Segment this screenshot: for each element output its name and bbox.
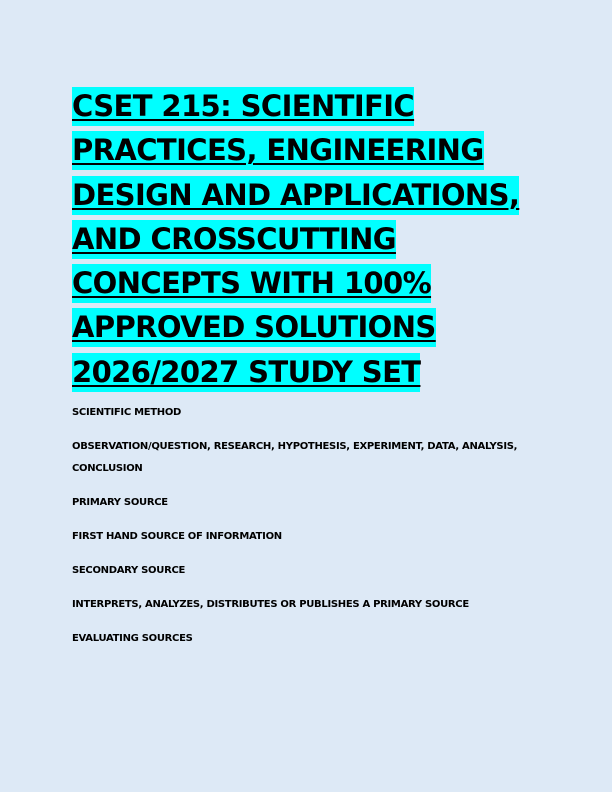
entry-term: SCIENTIFIC METHOD	[72, 407, 182, 419]
entry-term: EVALUATING SOURCES	[72, 633, 193, 645]
entry-term: PRIMARY SOURCE	[72, 497, 168, 509]
entry-definition: OBSERVATION/QUESTION, RESEARCH, HYPOTHESIS, EXPERIMENT, DATA, ANALYSIS, CONCLUSION	[72, 441, 518, 475]
document-page	[72, 84, 552, 650]
entry-term: SECONDARY SOURCE	[72, 565, 186, 577]
study-entries	[72, 402, 552, 650]
entry-definition: FIRST HAND SOURCE OF INFORMATION	[72, 531, 282, 543]
title-highlight: CSET 215: SCIENTIFIC PRACTICES, ENGINEERING DESIGN AND APPLICATIONS, AND CROSSCUTTING CONCEPTS WITH 100% APPROVED SOLUTIONS 2026/2027 STUDY SET	[72, 87, 519, 392]
entry-definition: INTERPRETS, ANALYZES, DISTRIBUTES OR PUBLISHES A PRIMARY SOURCE	[72, 599, 469, 611]
document-title	[72, 84, 552, 394]
